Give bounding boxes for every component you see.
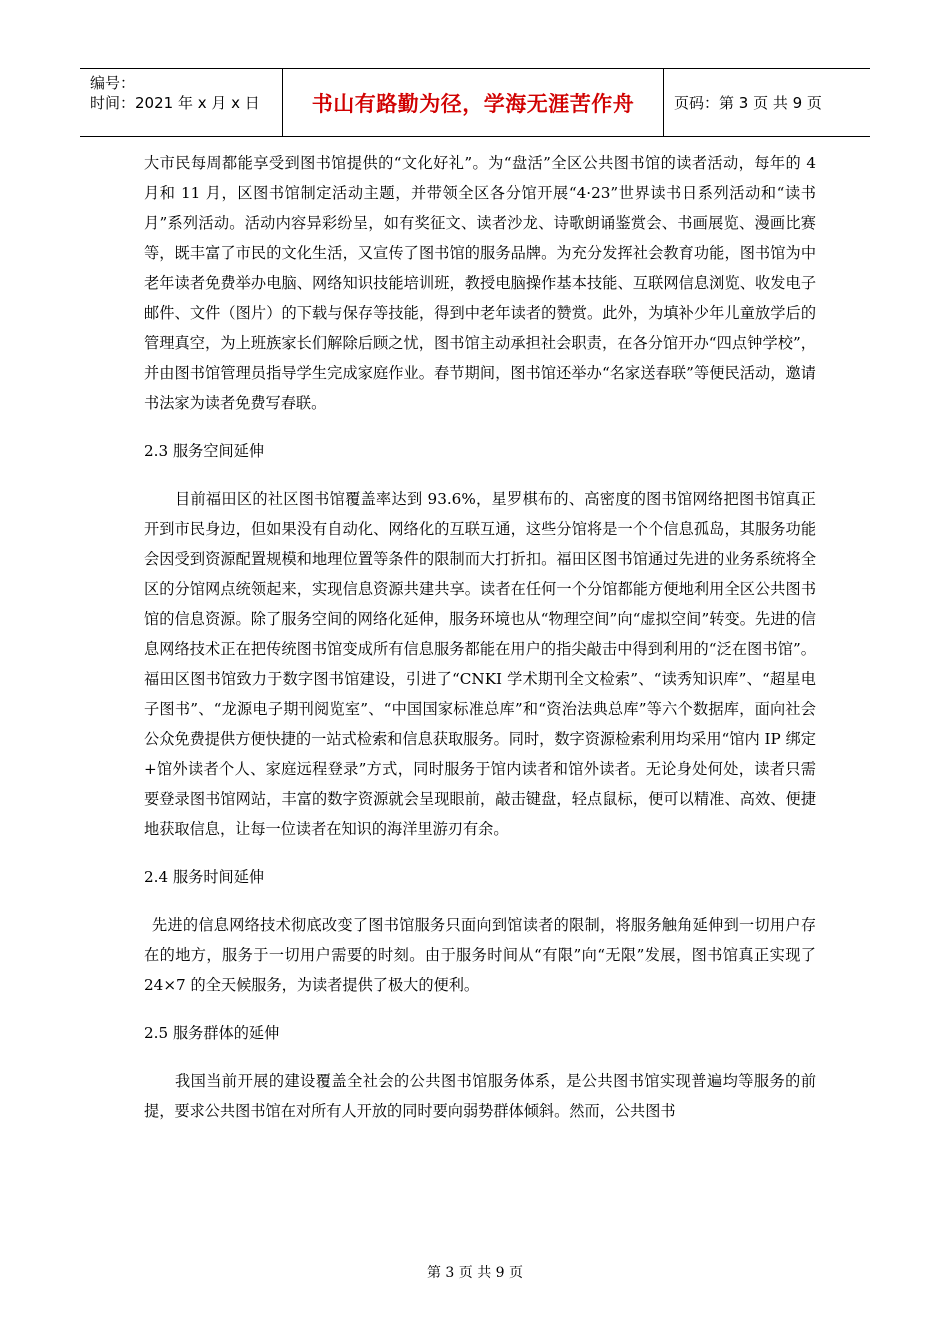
page-header [80,68,870,137]
section-heading-2-5: 2.5 服务群体的延伸 [144,1024,280,1042]
header-meta-cell [80,69,283,136]
header-motto-cell [283,69,664,136]
paragraph-activities: 大市民每周都能享受到图书馆提供的“文化好礼”。为“盘活”全区公共图书馆的读者活动，每年的 4 月和 11 月，区图书馆制定活动主题，并带领全区各分馆开展“4·23”世界读书日系列活动和“读书月”系列活动。活动内容异彩纷呈，如有奖征文、读者沙龙、诗歌朗诵鉴赏会、书画展览、漫画比赛等，既丰富了市民的文化生活，又宣传了图书馆的服务品牌。为充分发挥社会教育功能，图书馆为中老年读者免费举办电脑、网络知识技能培训班，教授电脑操作基本技能、互联网信息浏览、收发电子邮件、文件（图片）的下载与保存等技能，得到中老年读者的赞赏。此外，为填补少年儿童放学后的管理真空，为上班族家长们解除后顾之忧，图书馆主动承担社会职责，在各分馆开办“四点钟学校”，并由图书馆管理员指导学生完成家庭作业。春节期间，图书馆还举办“名家送春联”等便民活动，邀请书法家为读者免费写春联。 [144,154,816,412]
paragraph-service-time: 先进的信息网络技术彻底改变了图书馆服务只面向到馆读者的限制，将服务触角延伸到一切用户存在的地方，服务于一切用户需要的时刻。由于服务时间从“有限”向“无限”发展，图书馆真正实现了 24×7 的全天候服务，为读者提供了极大的便利。 [144,916,816,994]
header-page-cell [664,69,870,136]
header-page-number: 页码：第 3 页 共 9 页 [674,94,822,112]
document-number-label: 编号： [90,74,136,92]
document-body [144,148,816,1126]
page-footer: 第 3 页 共 9 页 [426,1265,524,1281]
section-heading-2-4: 2.4 服务时间延伸 [144,868,265,886]
paragraph-service-groups: 我国当前开展的建设覆盖全社会的公共图书馆服务体系，是公共图书馆实现普遍均等服务的前提，要求公共图书馆在对所有人开放的同时要向弱势群体倾斜。然而，公共图书 [144,1072,816,1120]
paragraph-service-space: 目前福田区的社区图书馆覆盖率达到 93.6%，星罗棋布的、高密度的图书馆网络把图书馆真正开到市民身边，但如果没有自动化、网络化的互联互通，这些分馆将是一个个信息孤岛，其服务功能会因受到资源配置规模和地理位置等条件的限制而大打折扣。福田区图书馆通过先进的业务系统将全区的分馆网点统领起来，实现信息资源共建共享。读者在任何一个分馆都能方便地利用全区公共图书馆的信息资源。除了服务空间的网络化延伸，服务环境也从“物理空间”向“虚拟空间”转变。先进的信息网络技术正在把传统图书馆变成所有信息服务都能在用户的指尖敲击中得到利用的“泛在图书馆”。福田区图书馆致力于数字图书馆建设，引进了“CNKI 学术期刊全文检索”、“读秀知识库”、“超星电子图书”、“龙源电子期刊阅览室”、“中国国家标准总库”和“资治法典总库”等六个数据库，面向社会公众免费提供方便快捷的一站式检索和信息获取服务。同时，数字资源检索利用均采用“馆内 IP 绑定+馆外读者个人、家庭远程登录”方式，同时服务于馆内读者和馆外读者。无论身处何处，读者只需要登录图书馆网站，丰富的数字资源就会呈现眼前，敲击键盘，轻点鼠标，便可以精准、高效、便捷地获取信息，让每一位读者在知识的海洋里游刃有余。 [144,490,816,838]
document-date-label: 时间：2021 年 x 月 x 日 [90,94,260,112]
header-motto: 书山有路勤为径，学海无涯苦作舟 [311,91,635,116]
section-heading-2-3: 2.3 服务空间延伸 [144,442,265,460]
